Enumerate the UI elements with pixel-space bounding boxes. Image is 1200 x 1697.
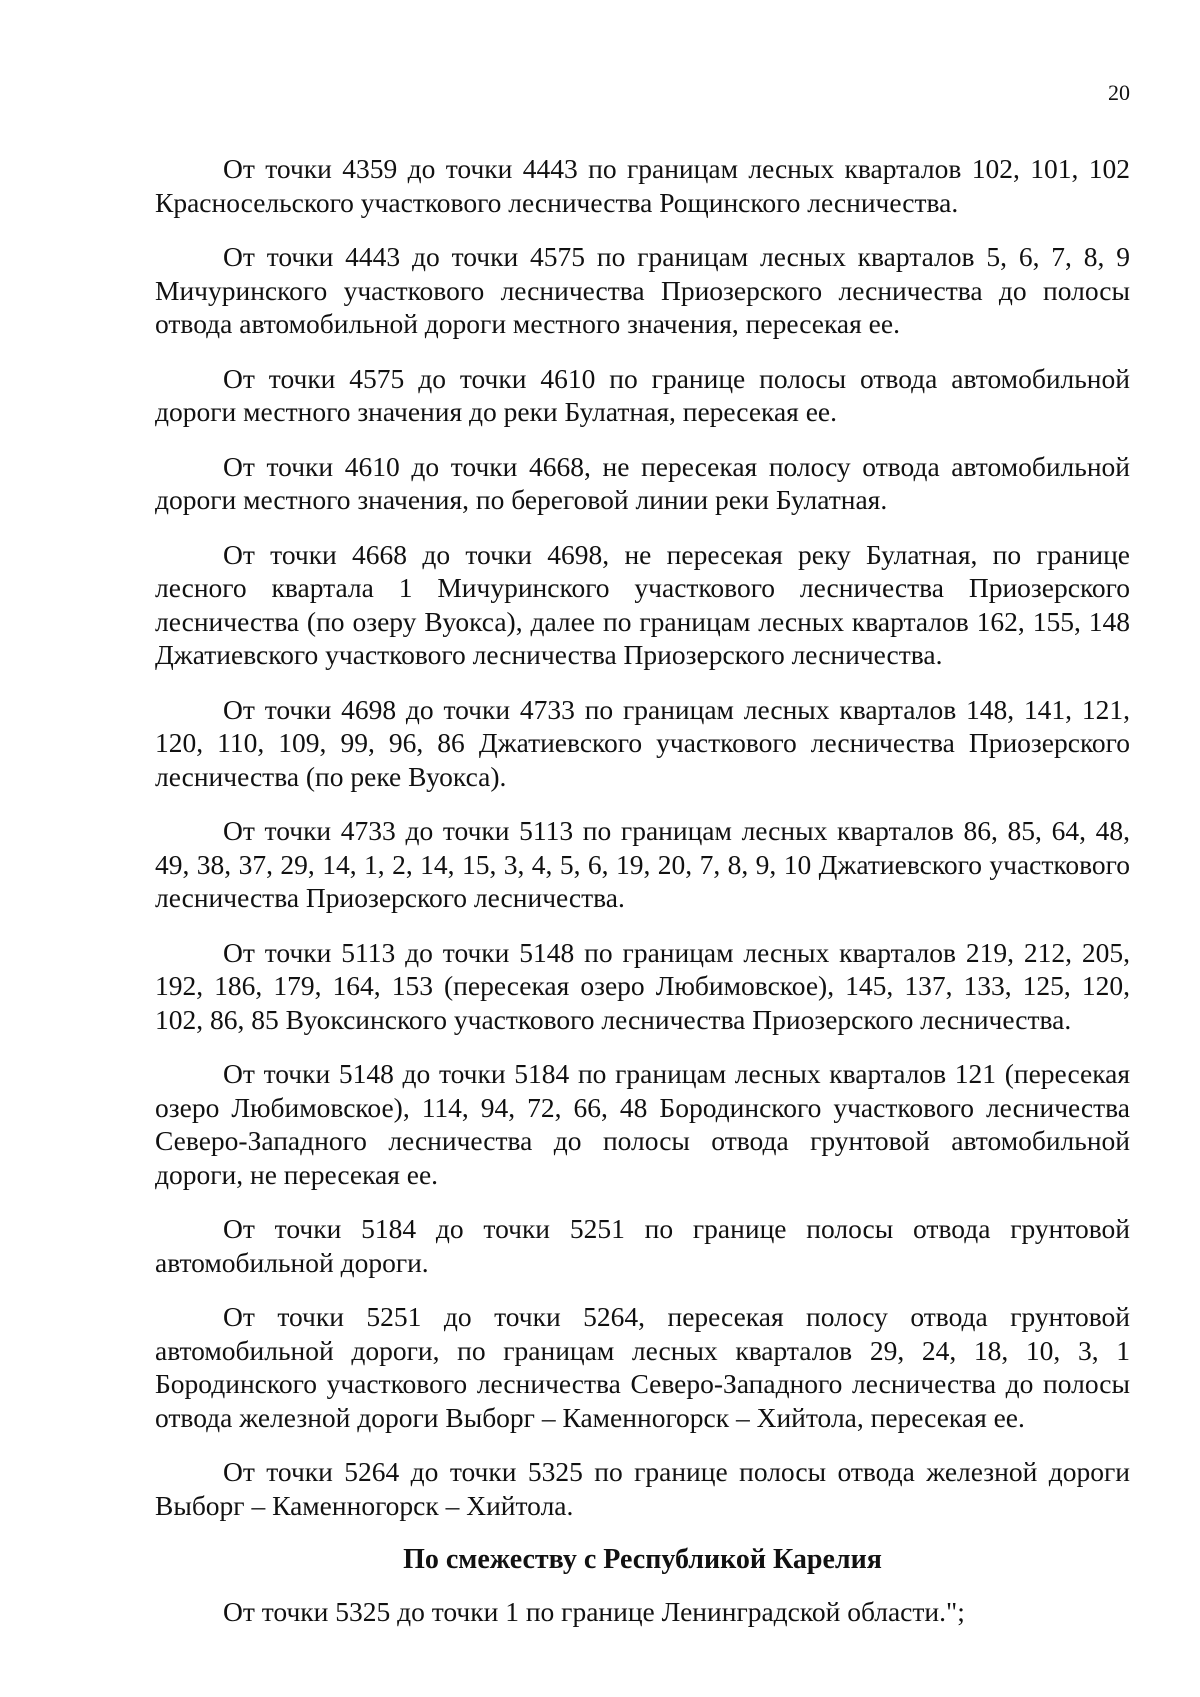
paragraph: От точки 5251 до точки 5264, пересекая полосу отвода грунтовой автомобильной дороги, по границам лесных кварталов 29, 24, 18, 10, 3, 1 Бородинского участкового лесничества Северо-Западного лесничества до полосы отвода железной дороги Выборг – Каменногорск – Хийтола, пересекая ее. [155,1301,1130,1433]
paragraph: От точки 4443 до точки 4575 по границам лесных кварталов 5, 6, 7, 8, 9 Мичуринского участкового лесничества Приозерского лесничества до полосы отвода автомобильной дороги местного значения, пересекая ее. [155,241,1130,339]
paragraph: От точки 4733 до точки 5113 по границам лесных кварталов 86, 85, 64, 48, 49, 38, 37, 29, 14, 1, 2, 14, 15, 3, 4, 5, 6, 19, 20, 7, 8, 9, 10 Джатиевского участкового лесничества Приозерского лесничества. [155,815,1130,913]
paragraph: От точки 4698 до точки 4733 по границам лесных кварталов 148, 141, 121, 120, 110, 109, 99, 96, 86 Джатиевского участкового лесничества Приозерского лесничества (по реке Вуокса). [155,693,1130,792]
paragraph: От точки 4610 до точки 4668, не пересекая полосу отвода автомобильной дороги местного значения, по береговой линии реки Булатная. [155,450,1130,515]
paragraph: От точки 5264 до точки 5325 по границе полосы отвода железной дороги Выборг – Каменногорск – Хийтола. [155,1456,1130,1521]
paragraph: От точки 5113 до точки 5148 по границам лесных кварталов 219, 212, 205, 192, 186, 179, 164, 153 (пересекая озеро Любимовское), 145, 137, 133, 125, 120, 102, 86, 85 Вуоксинского участкового лесничества Приозерского лесничества. [155,936,1130,1035]
final-paragraph: От точки 5325 до точки 1 по границе Ленинградской области."; [223,1596,965,1627]
section-heading: По смежеству с Республикой Карелия [403,1544,882,1575]
paragraph: От точки 4668 до точки 4698, не пересекая реку Булатная, по границе лесного квартала 1 Мичуринского участкового лесничества Приозерского лесничества (по озеру Вуокса), далее по границам лесных кварталов 162, 155, 148 Джатиевского участкового лесничества Приозерского лесничества. [155,538,1130,670]
document-body [155,152,1130,1629]
paragraph: От точки 4575 до точки 4610 по границе полосы отвода автомобильной дороги местного значения до реки Булатная, пересекая ее. [155,362,1130,427]
page-number: 20 [1108,80,1130,105]
paragraph: От точки 4359 до точки 4443 по границам лесных кварталов 102, 101, 102 Красносельского участкового лесничества Рощинского лесничества. [155,153,1130,218]
paragraph: От точки 5148 до точки 5184 по границам лесных кварталов 121 (пересекая озеро Любимовское), 114, 94, 72, 66, 48 Бородинского участкового лесничества Северо-Западного лесничества до полосы отвода грунтовой автомобильной дороги, не пересекая ее. [155,1058,1130,1190]
paragraph: От точки 5184 до точки 5251 по границе полосы отвода грунтовой автомобильной дороги. [155,1213,1130,1278]
